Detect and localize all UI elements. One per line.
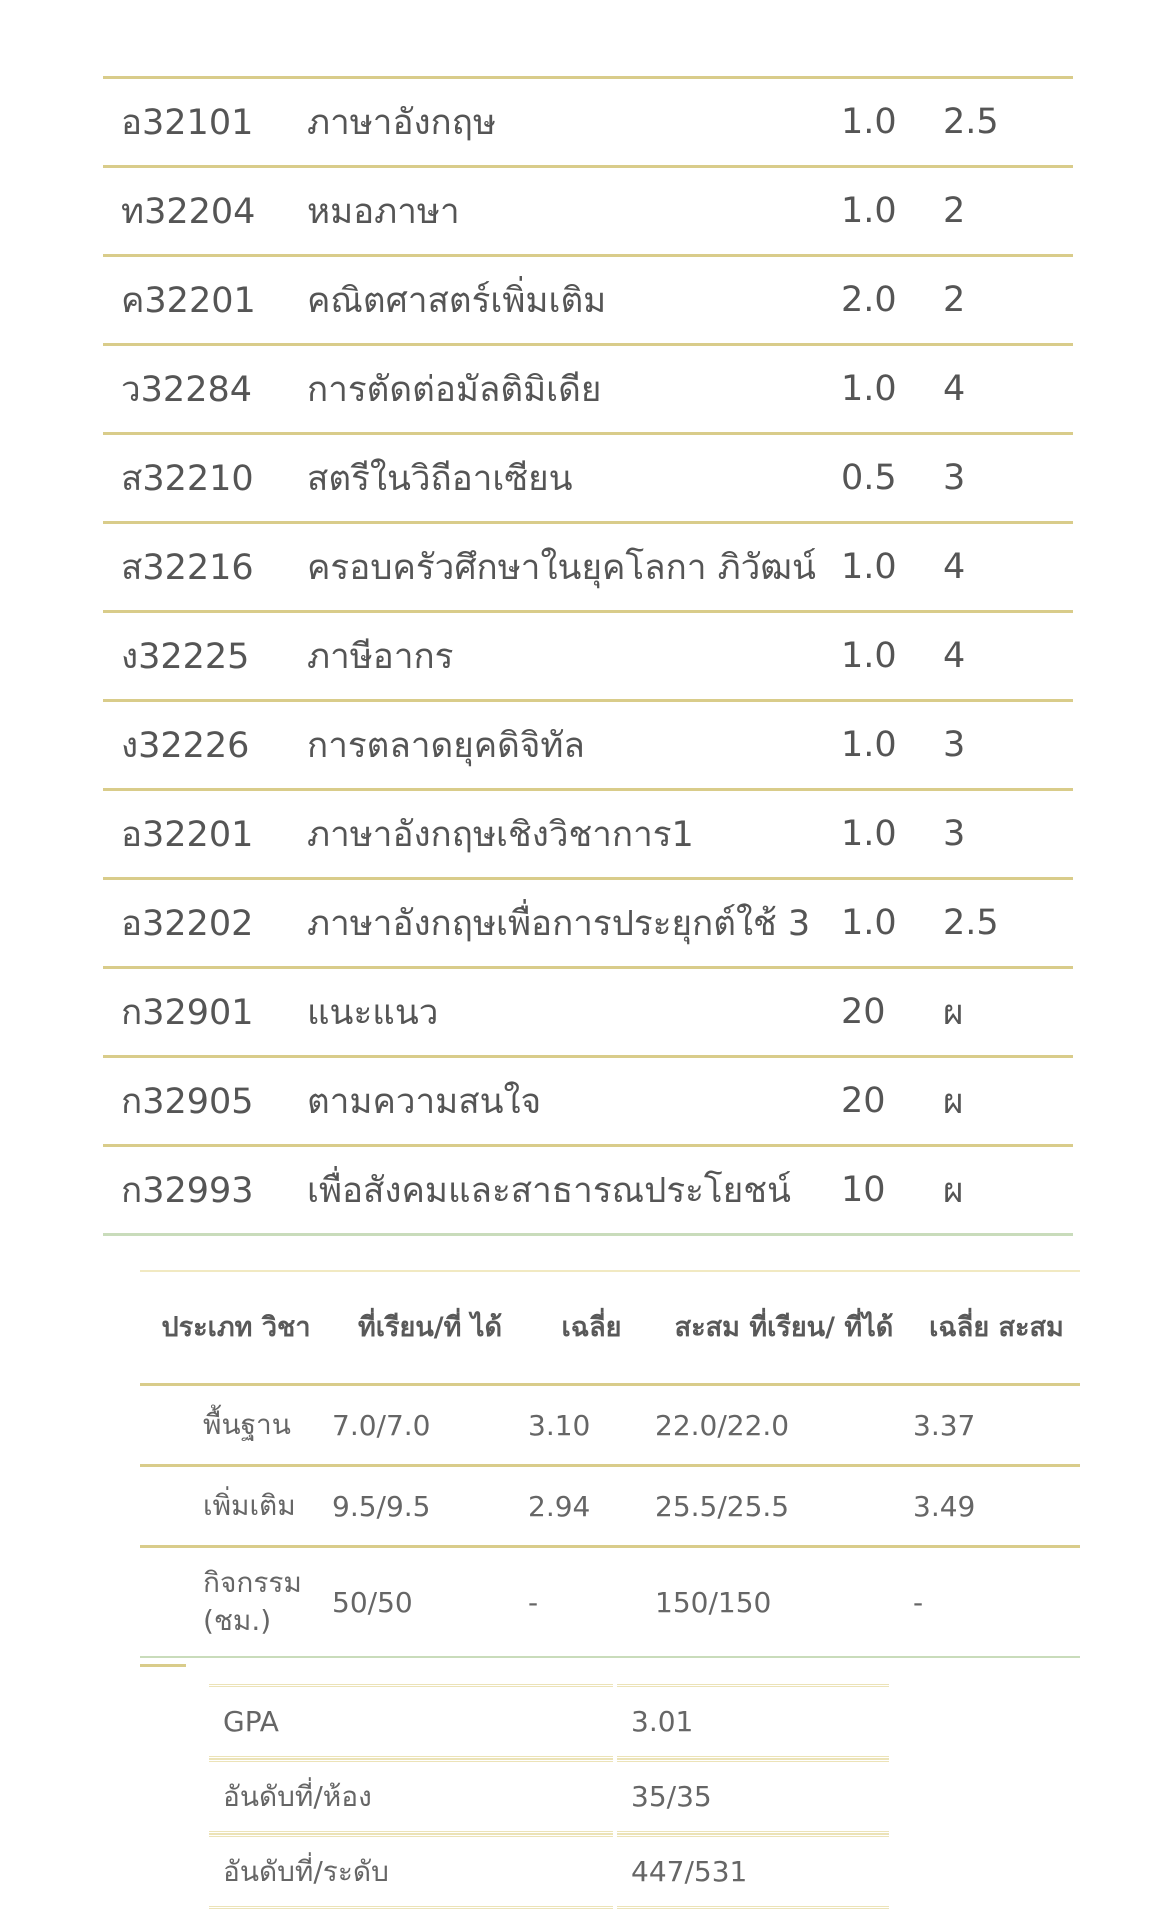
summary-cumulative-average: - [913,1547,1080,1658]
summary-average: 2.94 [528,1466,655,1547]
summary-row-additional [140,1466,1080,1547]
course-code: ก32901 [103,968,307,1057]
course-grade: ผ [943,968,1073,1057]
course-grade: 2.5 [943,879,1073,968]
level-rank-label: อันดับที่/ระดับ [209,1834,613,1909]
summary-average: - [528,1547,655,1658]
course-row [103,1057,1073,1146]
summary-type: กิจกรรม (ชม.) [140,1547,332,1658]
course-name: ภาษาอังกฤษเชิงวิชาการ1 [307,790,841,879]
class-rank-label: อันดับที่/ห้อง [209,1759,613,1834]
summary-cumulative-average: 3.49 [913,1466,1080,1547]
course-name: สตรีในวิถีอาเซียน [307,434,841,523]
course-row [103,790,1073,879]
course-name: การตัดต่อมัลติมิเดีย [307,345,841,434]
course-credit: 10 [841,1146,943,1235]
course-credit: 20 [841,968,943,1057]
course-name: เพื่อสังคมและสาธารณประโยชน์ [307,1146,841,1235]
header-cumulative-average: เฉลี่ย สะสม [913,1271,1080,1385]
summary-earned: 9.5/9.5 [332,1466,528,1547]
course-name: ภาษาอังกฤษเพื่อการประยุกต์ใช้ 3 [307,879,841,968]
course-name: แนะแนว [307,968,841,1057]
course-grade: 3 [943,434,1073,523]
course-credit: 1.0 [841,701,943,790]
course-grade: 3 [943,790,1073,879]
summary-cumulative: 150/150 [655,1547,913,1658]
grade-summary-table [140,1270,1080,1658]
course-code: ส32210 [103,434,307,523]
course-grade: ผ [943,1146,1073,1235]
summary-cumulative-average: 3.37 [913,1385,1080,1466]
summary-header-row [140,1271,1080,1385]
level-rank-value: 447/531 [617,1834,889,1909]
course-grade: ผ [943,1057,1073,1146]
gpa-rank-table [205,1684,893,1909]
course-code: อ32201 [103,790,307,879]
course-grade: 4 [943,612,1073,701]
course-row [103,879,1073,968]
course-row [103,701,1073,790]
course-grade: 2 [943,256,1073,345]
class-rank-row [209,1759,889,1834]
course-code: ส32216 [103,523,307,612]
summary-cumulative: 25.5/25.5 [655,1466,913,1547]
course-name: ครอบครัวศึกษาในยุคโลกา ภิวัฒน์ [307,523,841,612]
class-rank-value: 35/35 [617,1759,889,1834]
header-course-type: ประเภท วิชา [140,1271,332,1385]
header-average: เฉลี่ย [528,1271,655,1385]
course-name: การตลาดยุคดิจิทัล [307,701,841,790]
course-code: ง32225 [103,612,307,701]
course-code: ก32905 [103,1057,307,1146]
course-name: ตามความสนใจ [307,1057,841,1146]
gpa-label: GPA [209,1684,613,1759]
course-row [103,612,1073,701]
course-code: ท32204 [103,167,307,256]
course-row [103,78,1073,167]
course-grades-table [103,76,1073,1236]
summary-type: เพิ่มเติม [140,1466,332,1547]
course-row [103,523,1073,612]
gpa-row [209,1684,889,1759]
course-code: อ32101 [103,78,307,167]
gpa-value: 3.01 [617,1684,889,1759]
course-credit: 0.5 [841,434,943,523]
course-grade: 3 [943,701,1073,790]
course-grade: 2 [943,167,1073,256]
summary-earned: 7.0/7.0 [332,1385,528,1466]
header-cumulative-credits: สะสม ที่เรียน/ ที่ได้ [655,1271,913,1385]
course-code: ว32284 [103,345,307,434]
summary-type: พื้นฐาน [140,1385,332,1466]
summary-table-stub-line [140,1664,186,1667]
course-name: ภาษาอังกฤษ [307,78,841,167]
course-credit: 1.0 [841,612,943,701]
header-credits-earned: ที่เรียน/ที่ ได้ [332,1271,528,1385]
level-rank-row [209,1834,889,1909]
course-name: ภาษีอากร [307,612,841,701]
course-grade: 4 [943,523,1073,612]
course-code: อ32202 [103,879,307,968]
summary-row-basic [140,1385,1080,1466]
course-code: ง32226 [103,701,307,790]
course-name: หมอภาษา [307,167,841,256]
course-credit: 1.0 [841,78,943,167]
course-name: คณิตศาสตร์เพิ่มเติม [307,256,841,345]
course-code: ค32201 [103,256,307,345]
course-credit: 2.0 [841,256,943,345]
course-row [103,345,1073,434]
summary-row-activity [140,1547,1080,1658]
course-credit: 1.0 [841,523,943,612]
course-grades-body [103,78,1073,1235]
course-code: ก32993 [103,1146,307,1235]
course-grade: 2.5 [943,78,1073,167]
course-credit: 20 [841,1057,943,1146]
summary-cumulative: 22.0/22.0 [655,1385,913,1466]
course-credit: 1.0 [841,879,943,968]
course-row [103,434,1073,523]
course-credit: 1.0 [841,790,943,879]
course-row [103,968,1073,1057]
course-row [103,256,1073,345]
summary-earned: 50/50 [332,1547,528,1658]
course-credit: 1.0 [841,167,943,256]
course-grade: 4 [943,345,1073,434]
summary-average: 3.10 [528,1385,655,1466]
course-credit: 1.0 [841,345,943,434]
course-row [103,167,1073,256]
course-row [103,1146,1073,1235]
